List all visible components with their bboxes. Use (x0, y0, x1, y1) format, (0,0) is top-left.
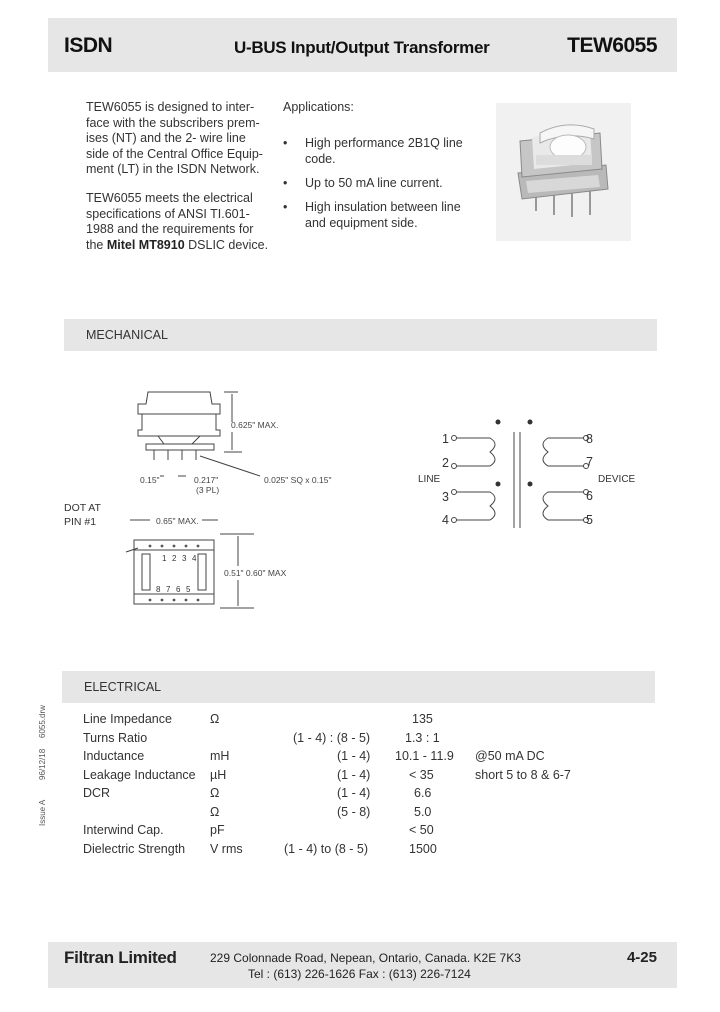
top-pin-label: 2 (172, 554, 177, 563)
description-line: specifications of ANSI TI.601- (86, 206, 250, 221)
side-note-file: 6055.drw (38, 705, 47, 738)
transformer-schematic (410, 410, 640, 540)
param-cell: Dielectric Strength (83, 841, 186, 856)
desc-suffix: DSLIC device. (184, 237, 269, 252)
unit-cell: Ω (210, 712, 220, 726)
table-row (83, 731, 603, 749)
param-cell: Turns Ratio (83, 730, 148, 745)
table-row (83, 805, 603, 823)
dim-lead-length: 0.15" (140, 475, 160, 485)
schematic-device-label: DEVICE (598, 474, 636, 485)
cond-cell: @50 mA DC (475, 749, 545, 763)
table-row (83, 768, 603, 786)
pins-cell: (1 - 4) (337, 767, 371, 782)
header-part-number: TEW6055 (567, 34, 657, 57)
value-cell: < 50 (409, 823, 434, 837)
bottom-pin-label: 7 (166, 585, 171, 594)
header-title: U-BUS Input/Output Transformer (234, 38, 490, 57)
description-para1 (86, 100, 263, 178)
value-cell: 6.6 (414, 786, 432, 800)
table-row (83, 842, 603, 860)
table-row (83, 786, 603, 804)
pins-cell: (5 - 8) (337, 804, 371, 819)
footer-band (48, 942, 677, 988)
schematic-left-pin: 2 (442, 456, 449, 470)
dim-lead-square: 0.025" SQ x 0.15" (264, 475, 332, 485)
top-pin-label: 1 (162, 554, 167, 563)
header-band (48, 18, 677, 72)
application-item-line: and equipment side. (305, 215, 418, 230)
applications-heading: Applications: (283, 100, 354, 114)
footer-phone: Tel : (613) 226-1626 Fax : (613) 226-7124 (248, 967, 471, 981)
applications-list (283, 136, 483, 246)
schematic-left-pin: 4 (442, 513, 449, 527)
value-cell: 10.1 - 11.9 (395, 749, 454, 763)
unit-cell: V rms (210, 841, 243, 856)
value-cell: 135 (412, 712, 433, 726)
footer-address: 229 Colonnade Road, Nepean, Ontario, Canada. K2E 7K3 (210, 951, 521, 965)
dim-width: 0.65" MAX. (156, 516, 199, 526)
pins-cell: (1 - 4) to (8 - 5) (284, 841, 369, 856)
schematic-left-pin: 3 (442, 490, 449, 504)
value-cell: 5.0 (414, 804, 432, 819)
param-cell: DCR (83, 786, 111, 800)
dim-height: 0.625" MAX. (231, 420, 279, 430)
description-line: TEW6055 meets the electrical (86, 191, 253, 205)
mechanical-bottom-view (120, 508, 290, 616)
schematic-line-label: LINE (418, 474, 441, 485)
desc-bold-device: Mitel MT8910 (106, 237, 185, 252)
side-note-date: 96/12/18 (38, 748, 47, 780)
description-line: ment (LT) in the ISDN Network. (86, 162, 260, 176)
application-item-line: High performance 2B1Q line (305, 136, 463, 150)
application-item-line: Up to 50 mA line current. (305, 176, 443, 190)
table-row (83, 712, 603, 730)
mechanical-section-bar (64, 319, 657, 351)
description-line: side of the Central Office Equip- (86, 146, 263, 161)
description-line: TEW6055 is designed to inter- (86, 100, 255, 114)
unit-cell: Ω (210, 786, 220, 800)
electrical-heading: ELECTRICAL (84, 680, 162, 694)
unit-cell: pF (210, 823, 225, 837)
pins-cell: (1 - 4) : (8 - 5) (293, 730, 371, 745)
schematic-left-pin: 1 (442, 432, 449, 446)
header-category: ISDN (64, 34, 113, 57)
bottom-pin-label: 8 (156, 585, 161, 594)
bullet: • (283, 136, 288, 150)
value-cell: 1.3 : 1 (405, 730, 440, 745)
dot-label-line: DOT AT (64, 502, 101, 514)
param-cell: Leakage Inductance (83, 767, 196, 782)
product-photo (496, 103, 631, 241)
schematic-right-pin: 6 (586, 489, 593, 503)
footer-page-number: 4-25 (626, 949, 657, 966)
mechanical-heading: MECHANICAL (86, 328, 168, 342)
mechanical-side-view (120, 380, 340, 500)
param-cell: Inductance (83, 749, 145, 763)
param-cell: Interwind Cap. (83, 823, 164, 837)
bullet: • (283, 176, 288, 190)
pins-cell: (1 - 4) (337, 749, 371, 763)
schematic-right-pin: 7 (586, 455, 593, 469)
dim-length: 0.51" 0.60" MAX (224, 568, 287, 578)
schematic-right-pin: 5 (586, 513, 593, 527)
footer-company: Filtran Limited (64, 948, 177, 967)
param-cell: Line Impedance (83, 712, 172, 726)
description-line: ises (NT) and the 2- wire line (86, 131, 246, 145)
unit-cell: mH (210, 749, 230, 763)
top-pin-label: 3 (182, 554, 187, 563)
dim-pitch: 0.217" (194, 475, 219, 485)
description-line-last (86, 238, 268, 254)
description-para2 (86, 191, 268, 253)
dot-label-line: PIN #1 (64, 516, 97, 528)
bullet: • (283, 200, 288, 214)
bottom-pin-label: 6 (176, 585, 181, 594)
top-pin-label: 4 (192, 554, 197, 563)
side-note-issue: Issue A (38, 799, 47, 826)
value-cell: 1500 (409, 841, 437, 856)
value-cell: < 35 (409, 767, 434, 782)
bottom-pin-label: 5 (186, 585, 191, 594)
application-item-line: code. (305, 151, 336, 166)
application-item-line: High insulation between line (305, 200, 461, 214)
table-row (83, 823, 603, 841)
dim-pitch-note: (3 PL) (196, 485, 220, 495)
unit-cell: Ω (210, 804, 220, 819)
desc-prefix: the (86, 237, 107, 252)
electrical-section-bar (62, 671, 655, 703)
dot-label (64, 501, 101, 529)
pins-cell: (1 - 4) (337, 786, 371, 800)
description-line: 1988 and the requirements for (86, 222, 254, 236)
description-line: face with the subscribers prem- (86, 115, 260, 130)
table-row (83, 749, 603, 767)
unit-cell: µH (210, 767, 227, 782)
cond-cell: short 5 to 8 & 6-7 (475, 767, 571, 782)
schematic-right-pin: 8 (586, 432, 593, 446)
